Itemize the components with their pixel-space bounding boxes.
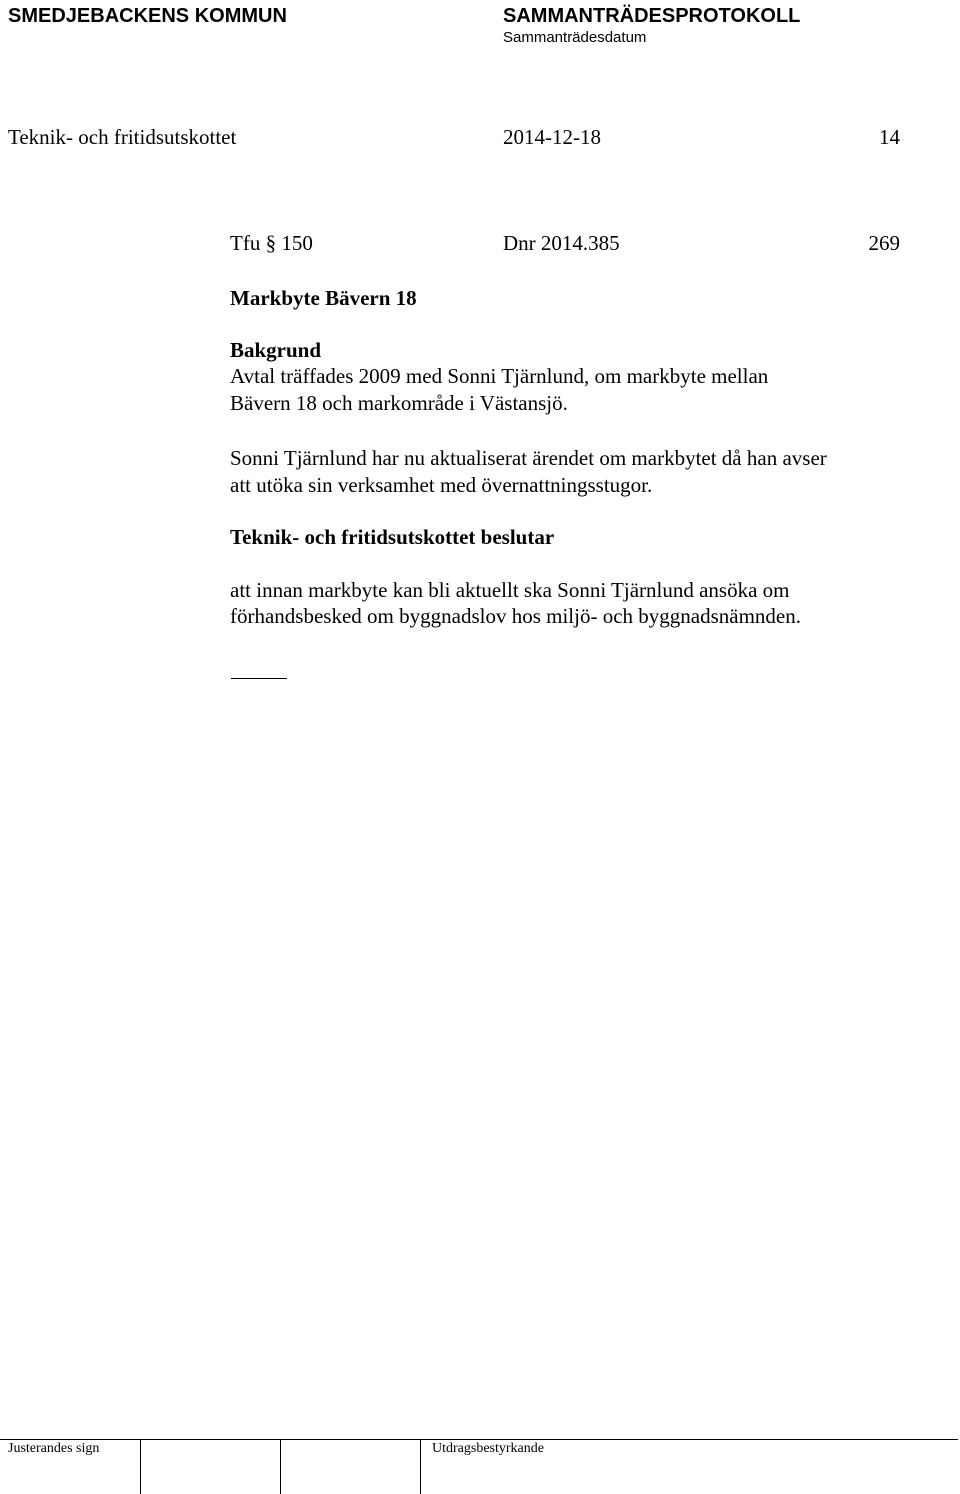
footer-divider-1 bbox=[140, 1439, 141, 1494]
decision-line-1: att innan markbyte kan bli aktuellt ska Sonni Tjärnlund ansöka om bbox=[230, 578, 790, 602]
committee-name: Teknik- och fritidsutskottet bbox=[8, 125, 237, 149]
background-line-1: Avtal träffades 2009 med Sonni Tjärnlund, om markbyte mellan bbox=[230, 364, 769, 388]
background-heading: Bakgrund bbox=[230, 338, 322, 362]
diary-code: 269 bbox=[868, 231, 900, 255]
diary-number: Dnr 2014.385 bbox=[503, 231, 620, 255]
background-line-2: Bävern 18 och markområde i Västansjö. bbox=[230, 391, 568, 415]
update-line-1: Sonni Tjärnlund har nu aktualiserat ärendet om markbytet då han avser bbox=[230, 446, 827, 470]
footer-top-rule bbox=[0, 1439, 958, 1440]
document-type: SAMMANTRÄDESPROTOKOLL bbox=[503, 5, 801, 27]
section-end-rule bbox=[231, 678, 287, 679]
decision-line-2: förhandsbesked om byggnadslov hos miljö- och byggnadsnämnden. bbox=[230, 604, 801, 628]
update-line-2: att utöka sin verksamhet med övernattningsstugor. bbox=[230, 473, 653, 497]
footer-divider-2 bbox=[280, 1439, 281, 1494]
municipality-name: SMEDJEBACKENS KOMMUN bbox=[8, 5, 287, 27]
page-number: 14 bbox=[879, 125, 900, 149]
meeting-date: 2014-12-18 bbox=[503, 125, 601, 149]
paragraph-title: Markbyte Bävern 18 bbox=[230, 286, 417, 310]
footer-divider-3 bbox=[420, 1439, 421, 1494]
extract-certification-label: Utdragsbestyrkande bbox=[432, 1441, 544, 1456]
meeting-date-label: Sammanträdesdatum bbox=[503, 29, 647, 46]
paragraph-ref: Tfu § 150 bbox=[230, 231, 313, 255]
justering-signature-label: Justerandes sign bbox=[8, 1441, 100, 1456]
decision-heading: Teknik- och fritidsutskottet beslutar bbox=[230, 525, 555, 549]
